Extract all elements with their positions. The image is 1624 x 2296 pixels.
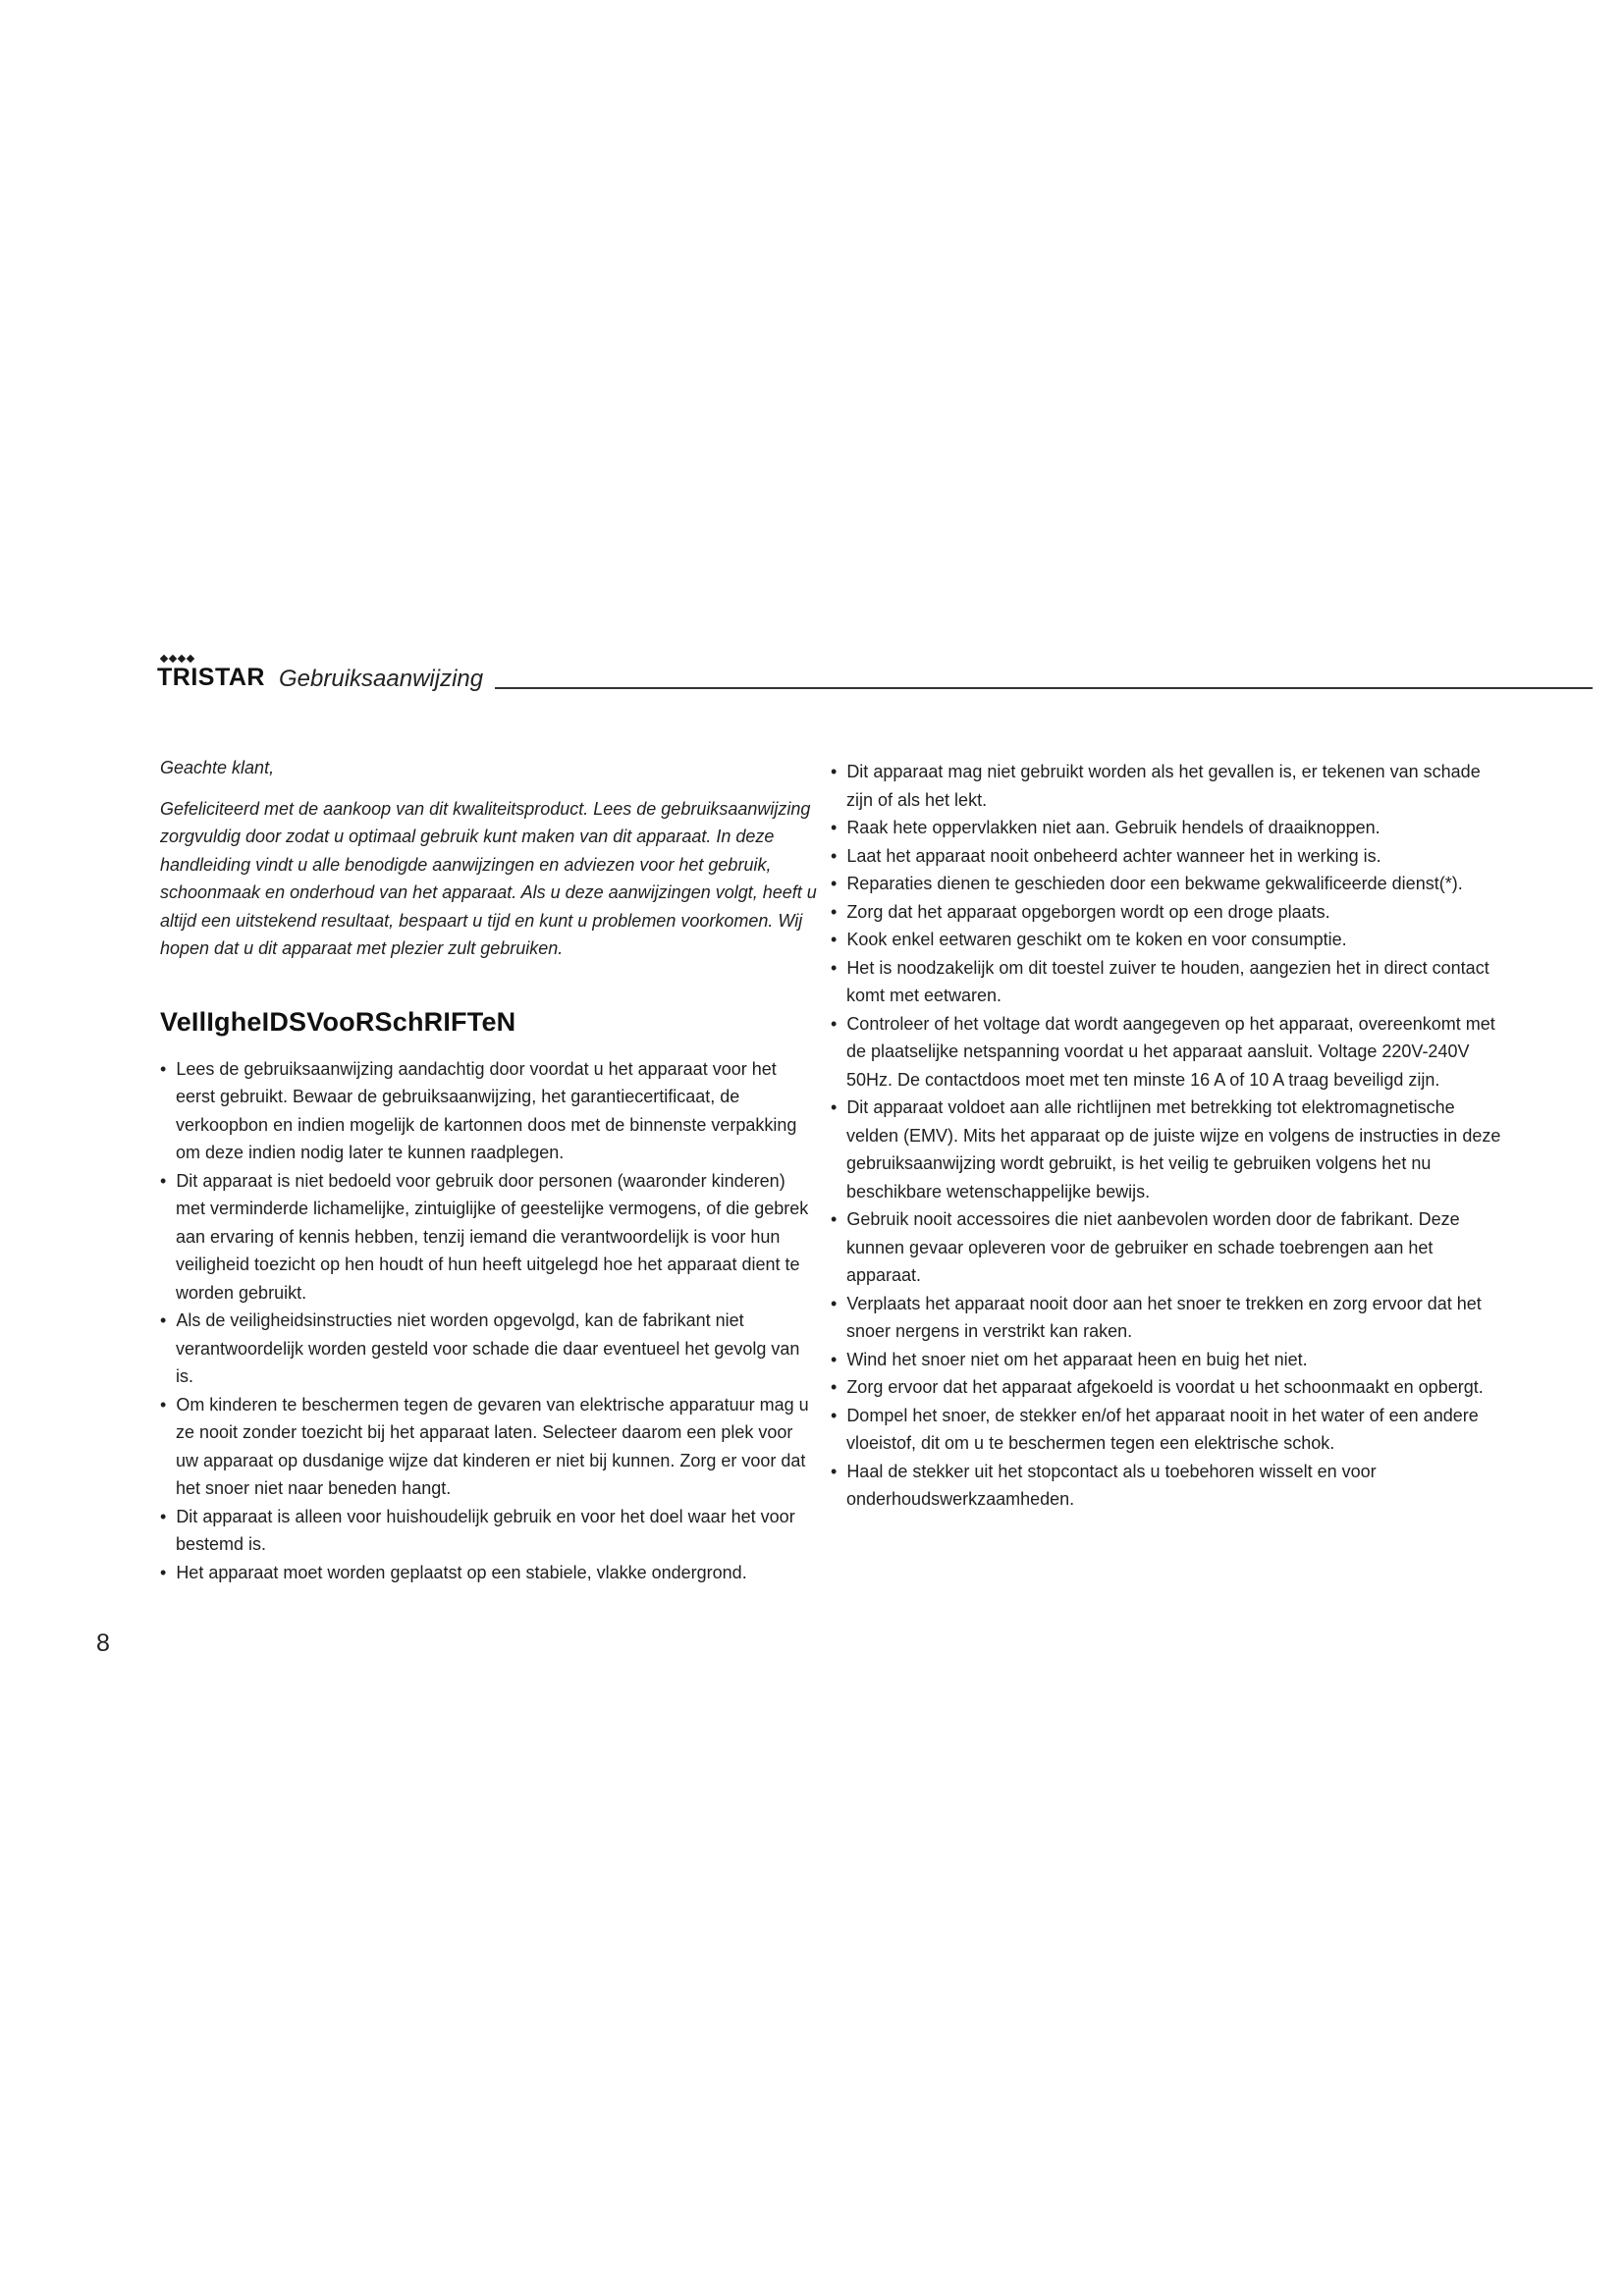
- list-item: • Controleer of het voltage dat wordt aangegeven op het apparaat, overeenkomt met de plaatselijke netspanning voordat u het apparaat aansluit. Voltage 220V-240V 50Hz. De contactdoos moet met ten minste 16 A of 10 A traag beveiligd zijn.: [831, 1013, 1495, 1090]
- list-item-text: Kook enkel eetwaren geschikt om te koken en voor consumptie.: [846, 930, 1347, 949]
- list-item: • Haal de stekker uit het stopcontact als u toebehoren wisselt en voor onderhoudswerkzaamheden.: [831, 1461, 1377, 1509]
- list-item: • Gebruik nooit accessoires die niet aanbevolen worden door de fabrikant. Deze kunnen gevaar opleveren voor de gebruiker en schade toebrengen aan het apparaat.: [831, 1209, 1460, 1285]
- list-item: • Dit apparaat voldoet aan alle richtlijnen met betrekking tot elektromagnetische velden (EMV). Mits het apparaat op de juiste wijze en volgens de instructies in deze gebruiksaanwijzing wordt gebruikt, is het veilig te gebruiken volgens het nu beschikbare wetenschappelijke bewijs.: [831, 1097, 1501, 1201]
- safety-list-left: [160, 1055, 818, 1587]
- list-item: • Zorg ervoor dat het apparaat afgekoeld is voordat u het schoonmaakt en opbergt.: [831, 1377, 1484, 1397]
- document-title: Gebruiksaanwijzing: [279, 666, 484, 692]
- list-item-text: Wind het snoer niet om het apparaat heen en buig het niet.: [846, 1349, 1308, 1369]
- intro-block: [160, 754, 818, 963]
- header-divider: [495, 687, 1593, 689]
- list-item: • Kook enkel eetwaren geschikt om te koken en voor consumptie.: [831, 930, 1347, 949]
- page-number: 8: [96, 1629, 110, 1657]
- list-item-text: Controleer of het voltage dat wordt aangegeven op het apparaat, overeenkomt met de plaatselijke netspanning voordat u het apparaat aansluit. Voltage 220V-240V 50Hz. De contactdoos moet met ten minste 16 A of 10 A traag beveiligd zijn.: [846, 1013, 1495, 1090]
- list-item: • Als de veiligheidsinstructies niet worden opgevolgd, kan de fabrikant niet verantwoordelijk worden gesteld voor schade die daar eventueel het gevolg van is.: [160, 1310, 800, 1386]
- left-column: [160, 754, 818, 1586]
- list-item: • Het is noodzakelijk om dit toestel zuiver te houden, aangezien het in direct contact komt met eetwaren.: [831, 957, 1489, 1005]
- list-item: • Dit apparaat is niet bedoeld voor gebruik door personen (waaronder kinderen) met verminderde lichamelijke, zintuiglijke of geestelijke vermogens, of die gebrek aan ervaring of kennis hebben, tenzij iemand die verantwoordelijk is voor hun veiligheid toezicht op hen houdt of hun heeft uitgelegd hoe het apparaat dient te worden gebruikt.: [160, 1170, 809, 1303]
- list-item-text: Zorg dat het apparaat opgeborgen wordt op een droge plaats.: [846, 901, 1330, 922]
- list-item: • Verplaats het apparaat nooit door aan het snoer te trekken en zorg ervoor dat het snoer nergens in verstrikt kan raken.: [831, 1293, 1482, 1341]
- brand-name: TRISTAR: [157, 664, 265, 691]
- list-item-text: Gebruik nooit accessoires die niet aanbevolen worden door de fabrikant. Deze kunnen gevaar opleveren voor de gebruiker en schade toebrengen aan het apparaat.: [846, 1209, 1460, 1285]
- safety-list-right: [831, 758, 1508, 1514]
- list-item-text: Reparaties dienen te geschieden door een bekwame gekwalificeerde dienst(*).: [846, 874, 1463, 893]
- page-header: [157, 656, 1593, 695]
- list-item: • Dompel het snoer, de stekker en/of het apparaat nooit in het water of een andere vloeistof, dit om u te beschermen tegen een elektrische schok.: [831, 1405, 1479, 1453]
- list-item-text: Het is noodzakelijk om dit toestel zuiver te houden, aangezien het in direct contact komt met eetwaren.: [846, 957, 1489, 1005]
- list-item: • Dit apparaat is alleen voor huishoudelijk gebruik en voor het doel waar het voor bestemd is.: [160, 1506, 795, 1554]
- list-item: • Wind het snoer niet om het apparaat heen en buig het niet.: [831, 1349, 1308, 1369]
- list-item-text: Dit apparaat voldoet aan alle richtlijnen met betrekking tot elektromagnetische velden (EMV). Mits het apparaat op de juiste wijze en volgens de instructies in deze gebruiksaanwijzing wordt gebruikt, is het veilig te gebruiken volgens het nu beschikbare wetenschappelijke bewijs.: [846, 1097, 1501, 1201]
- list-item-text: Laat het apparaat nooit onbeheerd achter wanneer het in werking is.: [846, 845, 1381, 866]
- right-column: [831, 758, 1508, 1514]
- list-item: • Zorg dat het apparaat opgeborgen wordt op een droge plaats.: [831, 901, 1330, 922]
- logo-stars-icon: [161, 656, 193, 662]
- salutation: Geachte klant,: [160, 758, 275, 777]
- list-item: • Lees de gebruiksaanwijzing aandachtig door voordat u het apparaat voor het eerst gebruikt. Bewaar de gebruiksaanwijzing, het garantiecertificaat, de verkoopbon en indien mogelijk de kartonnen doos met de binnenste verpakking om deze indien nodig later te kunnen raadplegen.: [160, 1058, 797, 1162]
- list-item-text: Dit apparaat is alleen voor huishoudelijk gebruik en voor het doel waar het voor bestemd is.: [176, 1506, 795, 1554]
- list-item-text: Dompel het snoer, de stekker en/of het apparaat nooit in het water of een andere vloeistof, dit om u te beschermen tegen een elektrische schok.: [846, 1405, 1479, 1453]
- list-item-text: Het apparaat moet worden geplaatst op een stabiele, vlakke ondergrond.: [176, 1562, 747, 1582]
- tristar-logo: [157, 656, 267, 691]
- list-item: • Reparaties dienen te geschieden door een bekwame gekwalificeerde dienst(*).: [831, 874, 1463, 893]
- list-item-text: Dit apparaat mag niet gebruikt worden als het gevallen is, er tekenen van schade zijn of als het lekt.: [846, 762, 1481, 810]
- list-item-text: Raak hete oppervlakken niet aan. Gebruik hendels of draaiknoppen.: [846, 818, 1380, 837]
- list-item: • Laat het apparaat nooit onbeheerd achter wanneer het in werking is.: [831, 845, 1381, 866]
- list-item-text: Om kinderen te beschermen tegen de gevaren van elektrische apparatuur mag u ze nooit zonder toezicht bij het apparaat laten. Selecteer daarom een plek voor uw apparaat op dusdanige wijze dat kinderen er niet bij kunnen. Zorg er voor dat het snoer niet naar beneden hangt.: [176, 1394, 809, 1498]
- list-item-text: Haal de stekker uit het stopcontact als u toebehoren wisselt en voor onderhoudswerkzaamheden.: [846, 1461, 1377, 1509]
- list-item-text: Lees de gebruiksaanwijzing aandachtig door voordat u het apparaat voor het eerst gebruikt. Bewaar de gebruiksaanwijzing, het garantiecertificaat, de verkoopbon en indien mogelijk de kartonnen doos met de binnenste verpakking om deze indien nodig later te kunnen raadplegen.: [176, 1058, 797, 1162]
- list-item: • Raak hete oppervlakken niet aan. Gebruik hendels of draaiknoppen.: [831, 818, 1380, 837]
- section-title: VeIlIgheIDSVooRSchRIFTeN: [160, 1006, 516, 1037]
- list-item-text: Dit apparaat is niet bedoeld voor gebruik door personen (waaronder kinderen) met verminderde lichamelijke, zintuiglijke of geestelijke vermogens, of die gebrek aan ervaring of kennis hebben, tenzij iemand die verantwoordelijk is voor hun veiligheid toezicht op hen houdt of hun heeft uitgelegd hoe het apparaat dient te worden gebruikt.: [176, 1170, 809, 1303]
- list-item: • Het apparaat moet worden geplaatst op een stabiele, vlakke ondergrond.: [160, 1562, 747, 1582]
- list-item-text: Als de veiligheidsinstructies niet worden opgevolgd, kan de fabrikant niet verantwoordelijk worden gesteld voor schade die daar eventueel het gevolg van is.: [176, 1310, 800, 1386]
- list-item-text: Zorg ervoor dat het apparaat afgekoeld is voordat u het schoonmaakt en opbergt.: [846, 1377, 1484, 1397]
- list-item: • Om kinderen te beschermen tegen de gevaren van elektrische apparatuur mag u ze nooit zonder toezicht bij het apparaat laten. Selecteer daarom een plek voor uw apparaat op dusdanige wijze dat kinderen er niet bij kunnen. Zorg er voor dat het snoer niet naar beneden hangt.: [160, 1394, 809, 1498]
- intro-text: Gefeliciteerd met de aankoop van dit kwaliteitsproduct. Lees de gebruiksaanwijzing zorgvuldig door zodat u optimaal gebruik kunt maken van dit apparaat. In deze handleiding vindt u alle benodigde aanwijzingen en adviezen voor het gebruik, schoonmaak en onderhoud van het apparaat. Als u deze aanwijzingen volgt, heeft u altijd een uitstekend resultaat, bespaart u tijd en kunt u problemen voorkomen. Wij hopen dat u dit apparaat met plezier zult gebruiken.: [160, 798, 817, 958]
- list-item: • Dit apparaat mag niet gebruikt worden als het gevallen is, er tekenen van schade zijn of als het lekt.: [831, 762, 1481, 810]
- list-item-text: Verplaats het apparaat nooit door aan het snoer te trekken en zorg ervoor dat het snoer nergens in verstrikt kan raken.: [846, 1293, 1482, 1341]
